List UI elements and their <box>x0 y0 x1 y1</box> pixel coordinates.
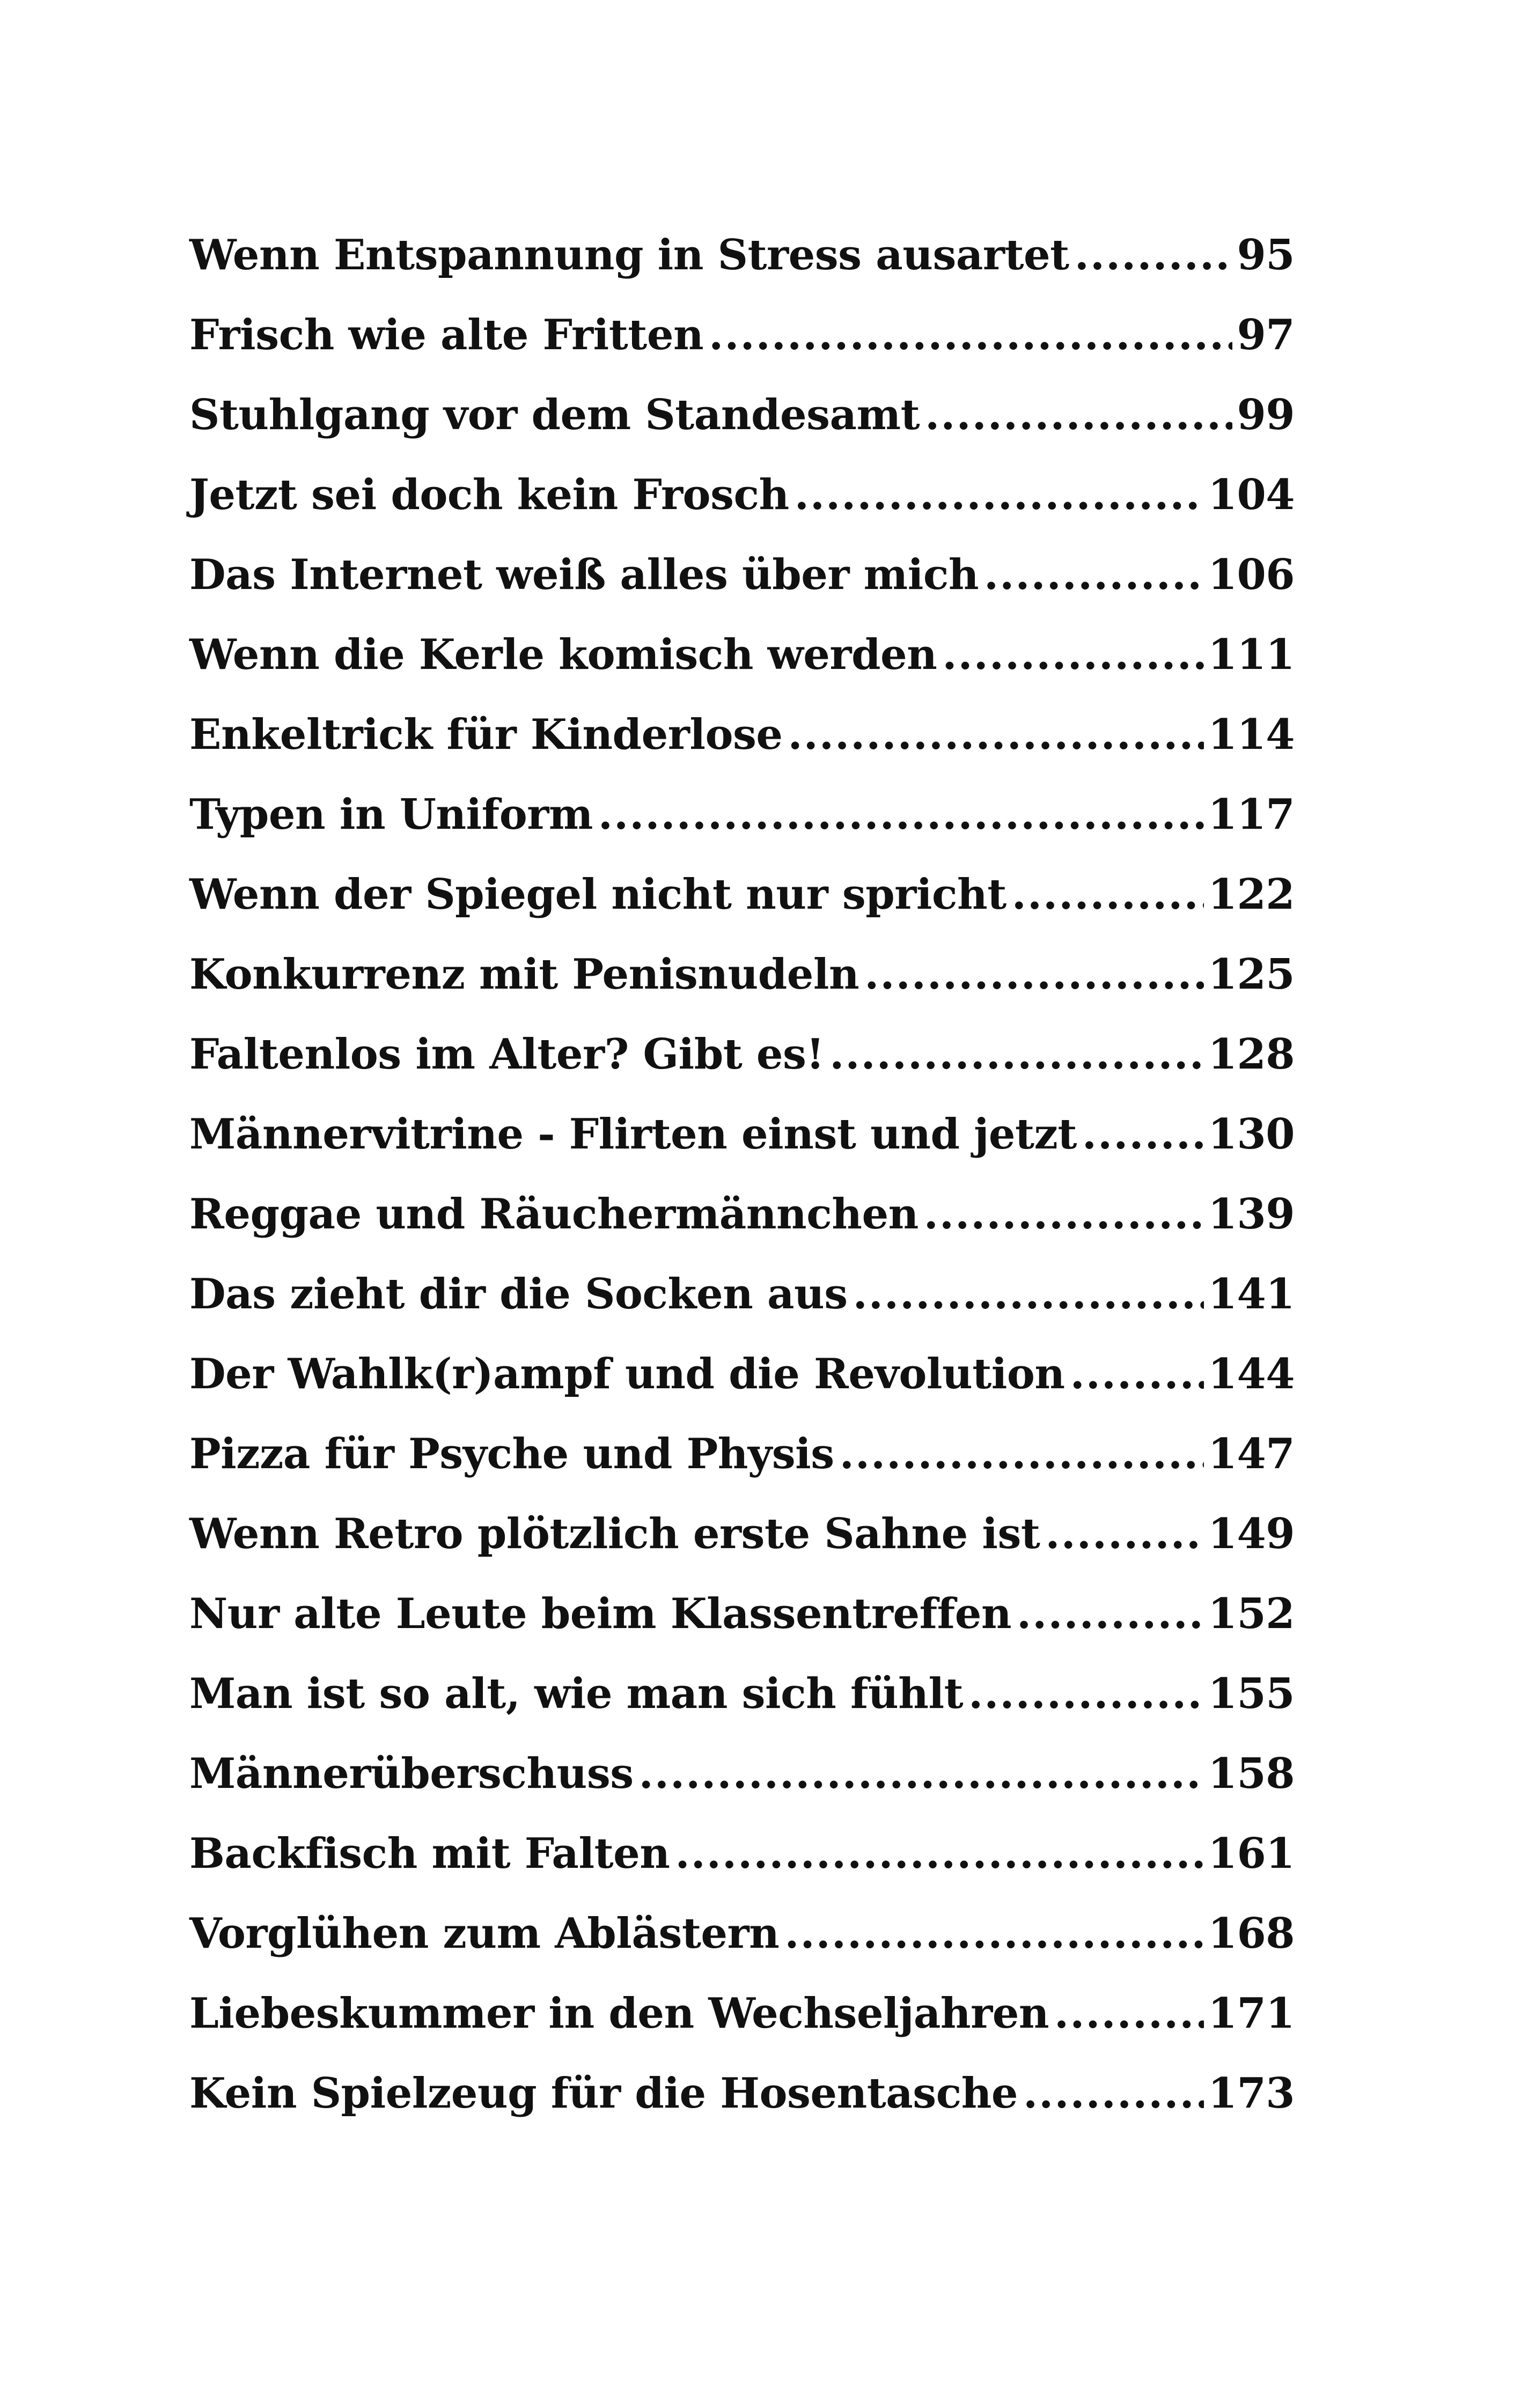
toc-entry[interactable] <box>189 470 1295 550</box>
toc-entry-title: Typen in Uniform <box>189 790 593 839</box>
toc-dot-leader <box>984 550 1204 599</box>
toc-entry[interactable] <box>189 391 1295 470</box>
toc-entry[interactable] <box>189 1669 1295 1749</box>
toc-entry-title: Wenn der Spiegel nicht nur spricht <box>189 870 1006 919</box>
toc-entry-title: Wenn die Kerle komisch werden <box>189 630 937 679</box>
toc-entry[interactable] <box>189 710 1295 790</box>
table-of-contents <box>189 231 1295 2149</box>
toc-entry-title: Das zieht dir die Socken aus <box>189 1270 848 1319</box>
toc-dot-leader <box>1075 231 1233 279</box>
toc-dot-leader <box>795 470 1204 519</box>
toc-entry-page: 117 <box>1208 790 1295 839</box>
toc-entry-page: 104 <box>1208 470 1295 519</box>
toc-entry-page: 141 <box>1208 1270 1295 1319</box>
toc-entry[interactable] <box>189 1909 1295 1989</box>
toc-entry-page: 114 <box>1208 710 1295 759</box>
toc-entry-title: Kein Spielzeug für die Hosentasche <box>189 2069 1018 2118</box>
toc-entry-page: 173 <box>1208 2069 1295 2118</box>
toc-entry-page: 158 <box>1208 1749 1295 1798</box>
toc-entry-title: Das Internet weiß alles über mich <box>189 550 979 599</box>
toc-entry-title: Reggae und Räuchermännchen <box>189 1190 919 1239</box>
toc-dot-leader <box>1054 1989 1204 2038</box>
toc-entry-page: 111 <box>1208 630 1295 679</box>
toc-entry[interactable] <box>189 2069 1295 2149</box>
toc-entry-page: 125 <box>1208 950 1295 999</box>
toc-entry-title: Männervitrine - Flirten einst und jetzt <box>189 1110 1077 1159</box>
toc-entry-page: 155 <box>1208 1669 1295 1718</box>
toc-dot-leader <box>1070 1350 1204 1398</box>
toc-dot-leader <box>788 710 1204 759</box>
toc-entry-page: 147 <box>1208 1430 1295 1478</box>
toc-entry-page: 168 <box>1208 1909 1295 1958</box>
toc-dot-leader <box>925 391 1232 439</box>
toc-entry-title: Enkeltrick für Kinderlose <box>189 710 783 759</box>
toc-entry[interactable] <box>189 1589 1295 1669</box>
toc-dot-leader <box>829 1030 1203 1079</box>
toc-dot-leader <box>942 630 1203 679</box>
toc-entry-title: Pizza für Psyche und Physis <box>189 1430 834 1478</box>
toc-entry[interactable] <box>189 1190 1295 1270</box>
toc-entry[interactable] <box>189 1989 1295 2069</box>
toc-entry-page: 99 <box>1237 391 1295 439</box>
toc-entry[interactable] <box>189 1509 1295 1589</box>
toc-entry-page: 95 <box>1237 231 1295 279</box>
toc-entry[interactable] <box>189 1749 1295 1829</box>
toc-dot-leader <box>1023 2069 1204 2118</box>
toc-dot-leader <box>598 790 1204 839</box>
toc-entry-title: Backfisch mit Falten <box>189 1829 670 1878</box>
toc-dot-leader <box>1012 870 1204 919</box>
toc-entry-title: Männerüberschuss <box>189 1749 634 1798</box>
toc-entry-title: Wenn Retro plötzlich erste Sahne ist <box>189 1509 1040 1558</box>
toc-entry[interactable] <box>189 790 1295 870</box>
toc-entry[interactable] <box>189 231 1295 311</box>
toc-entry[interactable] <box>189 1350 1295 1430</box>
toc-entry-page: 149 <box>1208 1509 1295 1558</box>
toc-entry-page: 122 <box>1208 870 1295 919</box>
toc-entry[interactable] <box>189 1430 1295 1509</box>
toc-dot-leader <box>864 950 1203 999</box>
toc-entry-title: Wenn Entspannung in Stress ausartet <box>189 231 1069 279</box>
toc-entry[interactable] <box>189 1110 1295 1190</box>
toc-entry-title: Faltenlos im Alter? Gibt es! <box>189 1030 825 1079</box>
toc-entry-page: 171 <box>1208 1989 1295 2038</box>
toc-entry[interactable] <box>189 1829 1295 1909</box>
toc-entry-title: Der Wahlk(r)ampf und die Revolution <box>189 1350 1065 1398</box>
toc-dot-leader <box>784 1909 1203 1958</box>
toc-entry[interactable] <box>189 950 1295 1030</box>
toc-entry-title: Man ist so alt, wie man sich fühlt <box>189 1669 964 1718</box>
toc-dot-leader <box>1045 1509 1203 1558</box>
toc-entry[interactable] <box>189 630 1295 710</box>
toc-entry-page: 128 <box>1208 1030 1295 1079</box>
toc-dot-leader <box>1082 1110 1204 1159</box>
toc-entry-title: Jetzt sei doch kein Frosch <box>189 470 789 519</box>
toc-entry-title: Konkurrenz mit Penisnudeln <box>189 950 859 999</box>
toc-entry-page: 144 <box>1208 1350 1295 1398</box>
toc-entry-title: Stuhlgang vor dem Standesamt <box>189 391 920 439</box>
toc-dot-leader <box>840 1430 1204 1478</box>
toc-entry[interactable] <box>189 311 1295 391</box>
toc-entry[interactable] <box>189 1270 1295 1350</box>
toc-dot-leader <box>675 1829 1203 1878</box>
toc-entry-title: Nur alte Leute beim Klassentreffen <box>189 1589 1012 1638</box>
toc-entry[interactable] <box>189 550 1295 630</box>
toc-dot-leader <box>709 311 1232 359</box>
toc-entry[interactable] <box>189 1030 1295 1110</box>
toc-entry-page: 139 <box>1208 1190 1295 1239</box>
toc-entry-page: 152 <box>1208 1589 1295 1638</box>
toc-entry-page: 161 <box>1208 1829 1295 1878</box>
toc-entry-page: 106 <box>1208 550 1295 599</box>
toc-dot-leader <box>639 1749 1204 1798</box>
toc-dot-leader <box>968 1669 1204 1718</box>
toc-entry-title: Frisch wie alte Fritten <box>189 311 704 359</box>
toc-entry[interactable] <box>189 870 1295 950</box>
toc-entry-page: 97 <box>1237 311 1295 359</box>
toc-entry-page: 130 <box>1208 1110 1295 1159</box>
toc-dot-leader <box>924 1190 1204 1239</box>
toc-dot-leader <box>1017 1589 1204 1638</box>
toc-dot-leader <box>853 1270 1204 1319</box>
toc-entry-title: Vorglühen zum Ablästern <box>189 1909 780 1958</box>
toc-entry-title: Liebeskummer in den Wechseljahren <box>189 1989 1049 2038</box>
